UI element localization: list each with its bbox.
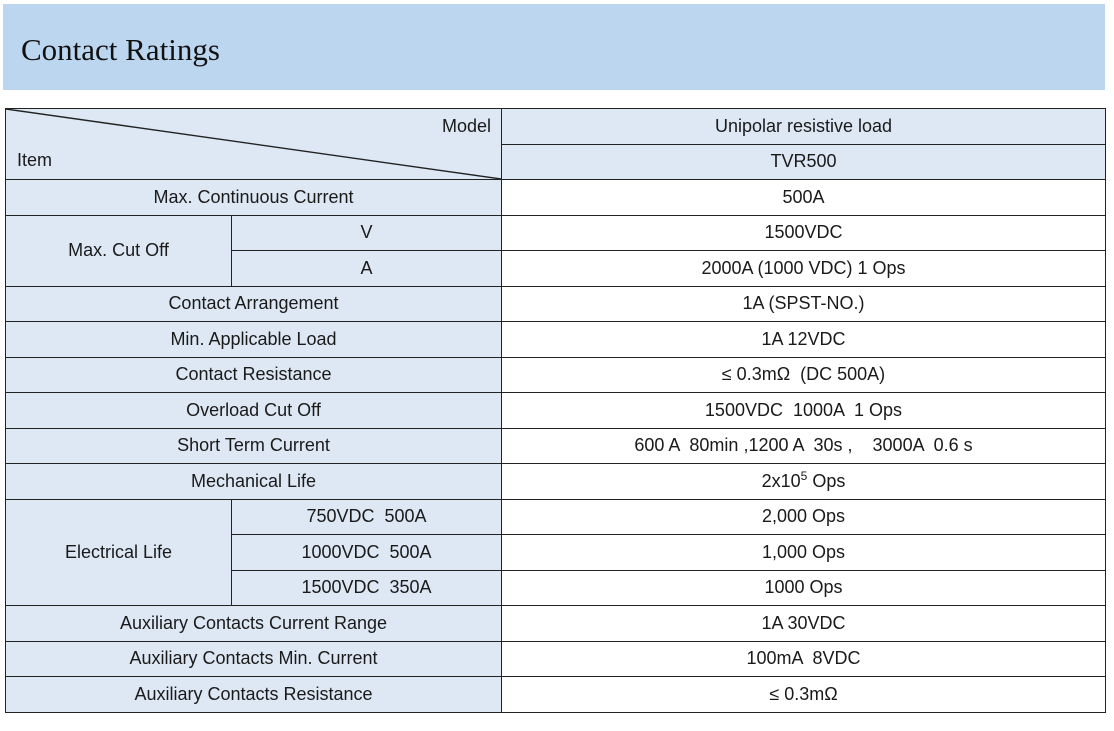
contact-ratings-table [5, 108, 1106, 713]
table-row [6, 180, 1106, 216]
load-type-header: Unipolar resistive load [502, 109, 1106, 145]
row-value: 1A 12VDC [502, 322, 1106, 358]
row-label: Auxiliary Contacts Min. Current [6, 641, 502, 677]
mechanical-life-unit: Ops [807, 470, 846, 491]
table-row [6, 393, 1106, 429]
row-value: 1500VDC 1000A 1 Ops [502, 393, 1106, 429]
row-value: ≤ 0.3mΩ [502, 677, 1106, 713]
row-label: Max. Continuous Current [6, 180, 502, 216]
mechanical-life-exponent: 5 [800, 468, 808, 483]
row-label: Contact Resistance [6, 357, 502, 393]
model-header-label: Model [441, 116, 491, 136]
row-label: Overload Cut Off [6, 393, 502, 429]
table-row [6, 428, 1106, 464]
table-row [6, 499, 1106, 535]
row-label: Electrical Life [6, 499, 232, 606]
row-label: Max. Cut Off [6, 215, 232, 286]
sub-row-label: 1500VDC 350A [232, 570, 502, 606]
table-row [6, 215, 1106, 251]
table-row [6, 109, 1106, 145]
model-name-header: TVR500 [502, 144, 1106, 180]
table-row [6, 286, 1106, 322]
row-label: Auxiliary Contacts Current Range [6, 606, 502, 642]
row-value: 2000A (1000 VDC) 1 Ops [502, 251, 1106, 287]
row-value [502, 464, 1106, 500]
row-label: Contact Arrangement [6, 286, 502, 322]
table-row [6, 606, 1106, 642]
table-row [6, 677, 1106, 713]
table-row [6, 357, 1106, 393]
item-header-label: Item [17, 150, 53, 170]
section-title: Contact Ratings [21, 32, 220, 67]
diagonal-divider [6, 109, 501, 179]
row-value: 100mA 8VDC [502, 641, 1106, 677]
row-label: Min. Applicable Load [6, 322, 502, 358]
row-value: 1,000 Ops [502, 535, 1106, 571]
sub-row-label: V [232, 215, 502, 251]
sub-row-label: 750VDC 500A [232, 499, 502, 535]
row-value: 1A (SPST-NO.) [502, 286, 1106, 322]
table-row [6, 322, 1106, 358]
row-value: ≤ 0.3mΩ (DC 500A) [502, 357, 1106, 393]
row-label: Short Term Current [6, 428, 502, 464]
row-value: 1A 30VDC [502, 606, 1106, 642]
mechanical-life-base: 2x10 [761, 470, 801, 491]
table-row [6, 464, 1106, 500]
section-header [3, 4, 1105, 90]
row-label: Mechanical Life [6, 464, 502, 500]
row-value: 1000 Ops [502, 570, 1106, 606]
row-value: 600 A 80min ,1200 A 30s , 3000A 0.6 s [502, 428, 1106, 464]
row-label: Auxiliary Contacts Resistance [6, 677, 502, 713]
sub-row-label: A [232, 251, 502, 287]
model-item-header-cell [6, 109, 502, 180]
row-value: 500A [502, 180, 1106, 216]
table-row [6, 641, 1106, 677]
row-value: 1500VDC [502, 215, 1106, 251]
row-value: 2,000 Ops [502, 499, 1106, 535]
sub-row-label: 1000VDC 500A [232, 535, 502, 571]
